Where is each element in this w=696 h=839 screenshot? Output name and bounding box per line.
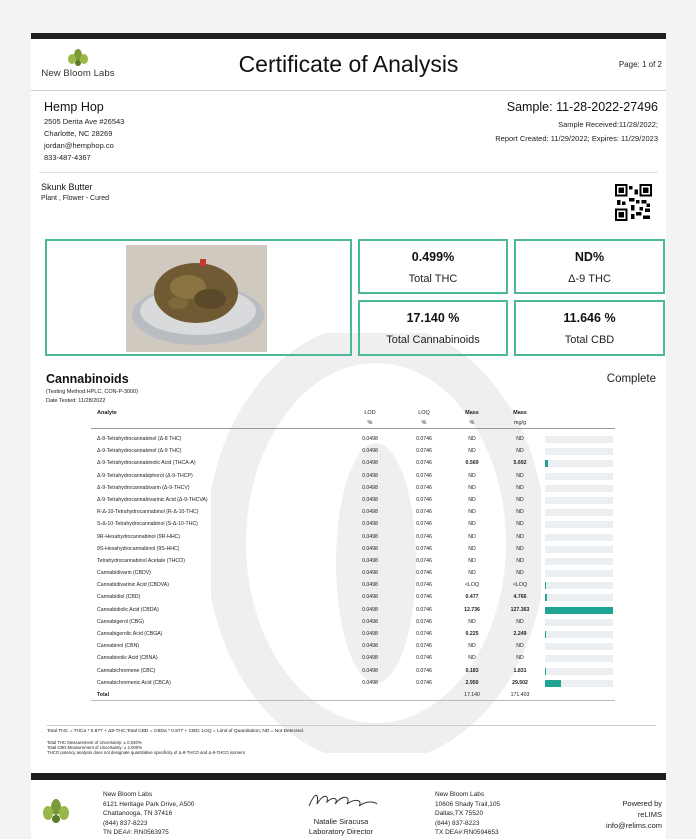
mass-mg-value: ND <box>516 557 524 564</box>
mass-pct-value: ND <box>468 570 476 577</box>
table-header <box>91 407 615 429</box>
loq-value: 0.0746 <box>416 655 432 662</box>
loq-value: 0.0746 <box>416 679 432 686</box>
mass-bar <box>545 668 546 675</box>
mass-bar-track <box>545 521 613 528</box>
mass-mg-value: 2.249 <box>513 631 527 637</box>
loq-value: 0.0746 <box>416 509 432 516</box>
powered-by-name: reLIMS <box>637 810 662 819</box>
mass-bar <box>545 594 547 601</box>
analyte-name: R-Δ-10-Tetrahydrocannabinol (R-Δ-10-THC) <box>97 509 199 516</box>
table-row <box>91 433 615 445</box>
mass-bar-track <box>545 607 613 614</box>
lod-value: 0.0498 <box>362 582 378 589</box>
lab2-phone: (844) 837-8223 <box>435 819 480 827</box>
mass-mg-value: 127.363 <box>510 606 530 613</box>
unit-loq: % <box>421 420 427 426</box>
mass-bar-track <box>545 655 613 662</box>
mass-mg-value: 1.831 <box>513 667 527 674</box>
total-cbd-card <box>514 300 665 356</box>
mass-mg-value: ND <box>516 643 524 650</box>
analyte-name: Cannabigerolic Acid (CBGA) <box>97 631 163 637</box>
analyte-name: Δ-9-Tetrahydrocannabivarinic Acid (Δ-9-THCVA) <box>97 496 208 503</box>
sample-received: Sample Received:11/28/2022; <box>558 120 658 129</box>
sample-photo <box>126 245 267 352</box>
mass-bar-track <box>545 570 613 577</box>
analyte-name: Cannabidivarinic Acid (CBDVA) <box>97 582 169 589</box>
table-row <box>91 543 615 555</box>
d9-thc-value: ND% <box>574 250 605 264</box>
total-label: Total <box>97 691 110 698</box>
analyte-name: Cannabidiol (CBD) <box>97 594 141 601</box>
unit-mass-mg: mg/g <box>513 420 527 426</box>
analyte-name: 9R-Hexahydrocannabinol (9R-HHC) <box>97 533 181 540</box>
date-tested: Date Tested: 11/28/2022 <box>46 398 106 404</box>
header-analyte: Analyte <box>97 410 117 416</box>
mass-mg-value: 4.766 <box>513 594 527 601</box>
loq-value: 0.0746 <box>416 448 432 455</box>
loq-value: 0.0746 <box>416 521 432 528</box>
lod-value: 0.0498 <box>362 533 378 540</box>
mass-bar-track <box>545 558 613 565</box>
mass-bar <box>545 680 561 687</box>
leaf-logo-icon <box>40 797 72 825</box>
analyte-name: Cannabigerol (CBG) <box>97 618 144 625</box>
lab2-name: New Bloom Labs <box>435 791 485 798</box>
client-address-1: 2505 Derita Ave #26543 <box>44 117 125 126</box>
mass-mg-value: ND <box>516 436 524 442</box>
lod-value: 0.0498 <box>362 484 378 491</box>
loq-value: 0.0746 <box>416 484 432 491</box>
mass-mg-value: 29.502 <box>512 679 528 686</box>
header-mass-mg: Mass <box>513 410 527 416</box>
table-row <box>91 652 615 664</box>
lod-value: 0.0498 <box>362 472 378 479</box>
analyte-name: Cannabichromenic Acid (CBCA) <box>97 679 171 686</box>
report-dates: Report Created: 11/29/2022; Expires: 11/29/2023 <box>495 134 658 143</box>
table-row <box>91 482 615 494</box>
report-header <box>31 39 666 91</box>
qr-code-icon[interactable] <box>615 184 652 221</box>
lod-value: 0.0498 <box>362 521 378 528</box>
mass-mg-value: ND <box>516 618 524 625</box>
document-title: Certificate of Analysis <box>238 51 459 77</box>
mass-bar-track <box>545 631 613 638</box>
lab1-city: Chattanooga, TN 37416 <box>103 810 173 817</box>
lod-value: 0.0498 <box>362 496 378 503</box>
loq-value: 0.0746 <box>416 496 432 503</box>
footnotes <box>39 723 658 763</box>
mass-mg-value: ND <box>516 509 524 516</box>
table-row <box>91 518 615 530</box>
mass-bar-track <box>545 460 613 467</box>
signer-title: Laboratory Director <box>308 827 374 836</box>
mass-mg-value: <LOQ <box>513 582 527 589</box>
analyte-name: Cannabichromene (CBC) <box>97 667 156 674</box>
mass-mg-value: ND <box>516 533 524 540</box>
table-row <box>91 591 615 603</box>
total-cbd-value: 11.646 % <box>563 311 616 325</box>
d9-thc-label: Δ-9 THC <box>568 273 611 285</box>
table-row <box>91 677 615 689</box>
analyte-name: Δ-9-Tetrahydrocannabinolic Acid (THCA-A) <box>97 460 196 467</box>
mass-pct-value: ND <box>468 496 476 503</box>
analyte-name: Δ-9-Tetrahydrocannabivarin (Δ-9-THCV) <box>97 484 190 491</box>
total-cbd-label: Total CBD <box>564 334 615 346</box>
loq-value: 0.0746 <box>416 460 432 467</box>
testing-method: (Testing Method:HPLC, CON-P-3000) <box>46 389 139 395</box>
signature <box>305 790 381 812</box>
table-row <box>91 457 615 469</box>
product-name: Skunk Butter <box>41 182 93 192</box>
footnote-cbd-uncertainty: Total CBD Measurement of Uncertainty: ± 2.000% <box>47 745 143 750</box>
lab1-phone: (844) 837-8223 <box>103 819 148 827</box>
mass-pct-value: 2.950 <box>465 679 479 686</box>
mass-bar-track <box>545 643 613 650</box>
analyte-name: 9S-Hexahydrocannabinol (9S-HHC) <box>97 545 180 552</box>
table-row <box>91 628 615 640</box>
loq-value: 0.0746 <box>416 582 432 589</box>
lod-value: 0.0498 <box>362 448 378 455</box>
mass-pct-value: ND <box>468 655 476 662</box>
analyte-name: Cannabidivarin (CBDV) <box>97 570 151 577</box>
footnote-thc-uncertainty: Total THC Measurement of Uncertainty: ± 0.040% <box>47 740 142 745</box>
mass-mg-value: ND <box>516 655 524 662</box>
table-body <box>91 429 615 689</box>
mass-pct-value: ND <box>468 448 476 455</box>
powered-by <box>606 798 662 831</box>
analyte-name: Tetrahydrocannabinol Acetate (THCO) <box>97 557 185 564</box>
header-mass-pct: Mass <box>465 410 479 416</box>
mass-bar-track <box>545 509 613 516</box>
loq-value: 0.0746 <box>416 594 432 601</box>
lod-value: 0.0498 <box>362 570 378 577</box>
total-cannabinoids-card <box>358 300 508 356</box>
table-total-row <box>91 689 615 701</box>
cannabinoids-title: Cannabinoids <box>46 372 129 386</box>
powered-by-email[interactable]: info@relims.com <box>606 821 662 830</box>
table-row <box>91 555 615 567</box>
lab1-name: New Bloom Labs <box>103 791 153 798</box>
mass-bar-track <box>545 436 613 443</box>
total-cannabinoids-label: Total Cannabinoids <box>386 334 480 346</box>
certificate-page <box>31 33 666 839</box>
bottom-rule <box>31 773 666 780</box>
loq-value: 0.0746 <box>416 533 432 540</box>
loq-value: 0.0746 <box>416 606 432 613</box>
table-row <box>91 604 615 616</box>
table-row <box>91 665 615 677</box>
mass-bar-track <box>545 534 613 541</box>
lab-name: New Bloom Labs <box>41 68 115 79</box>
lab-address-tn <box>103 790 194 838</box>
mass-pct-value: 0.225 <box>465 631 479 637</box>
mass-mg-value: ND <box>516 496 524 503</box>
header-loq: LOQ <box>418 410 430 416</box>
lod-value: 0.0498 <box>362 667 378 674</box>
cannabinoids-table <box>91 407 615 701</box>
mass-pct-value: ND <box>468 472 476 479</box>
loq-value: 0.0746 <box>416 472 432 479</box>
mass-mg-value: ND <box>516 448 524 455</box>
mass-pct-value: 0.477 <box>465 594 479 601</box>
mass-bar-track <box>545 497 613 504</box>
table-row <box>91 579 615 591</box>
total-thc-value: 0.499% <box>411 250 455 264</box>
powered-by-label: Powered by <box>622 799 662 808</box>
loq-value: 0.0746 <box>416 557 432 564</box>
lab-address-tx <box>435 790 500 838</box>
lod-value: 0.0498 <box>362 557 378 564</box>
client-name: Hemp Hop <box>44 100 104 114</box>
cannabinoids-header <box>39 369 658 409</box>
mass-bar <box>545 631 546 638</box>
mass-bar-track <box>545 680 613 687</box>
loq-value: 0.0746 <box>416 618 432 625</box>
unit-mass-pct: % <box>469 420 475 426</box>
signer-name: Natalie Siracusa <box>313 817 369 826</box>
loq-value: 0.0746 <box>416 631 432 637</box>
loq-value: 0.0746 <box>416 643 432 650</box>
lod-value: 0.0498 <box>362 618 378 625</box>
analyte-name: Cannabinol (CBN) <box>97 643 140 650</box>
mass-bar-track <box>545 594 613 601</box>
loq-value: 0.0746 <box>416 436 432 442</box>
client-email[interactable]: jordan@hemphop.co <box>44 141 114 150</box>
analyte-name: Δ-9-Tetrahydrocannabiphorol (Δ-9-THCP) <box>97 472 193 479</box>
lod-value: 0.0498 <box>362 509 378 516</box>
page-number: Page: 1 of 2 <box>618 60 662 69</box>
mass-bar <box>545 460 548 467</box>
mass-mg-value: 5.692 <box>513 460 527 467</box>
mass-pct-value: 12.736 <box>464 606 480 613</box>
mass-pct-value: ND <box>468 521 476 528</box>
lab2-dea: TX DEA#:RN0594653 <box>435 829 499 836</box>
lod-value: 0.0498 <box>362 655 378 662</box>
mass-pct-value: 0.569 <box>465 460 479 467</box>
analyte-name: Δ-9-Tetrahydrocannabinol (Δ-9 THC) <box>97 448 182 455</box>
product-type: Plant , Flower - Cured <box>41 195 110 202</box>
loq-value: 0.0746 <box>416 545 432 552</box>
total-thc-label: Total THC <box>408 273 458 285</box>
lod-value: 0.0498 <box>362 643 378 650</box>
mass-bar <box>545 607 613 614</box>
footnote-definitions: Total THC = THCa * 0.877 + Δ9-THC;Total CBD = CBDa * 0.877 + CBD; LOQ = Limit of Quantitation; ND = Not Detected. <box>47 725 656 734</box>
mass-bar-track <box>545 546 613 553</box>
mass-pct-value: ND <box>468 643 476 650</box>
mass-bar-track <box>545 619 613 626</box>
analyte-name: Cannabinolic Acid (CBNA) <box>97 655 158 662</box>
table-row <box>91 531 615 543</box>
lod-value: 0.0498 <box>362 606 378 613</box>
mass-bar-track <box>545 668 613 675</box>
total-mg: 171.403 <box>510 691 530 698</box>
mass-bar-track <box>545 582 613 589</box>
analyte-name: Δ-8-Tetrahydrocannabinol (Δ-8 THC) <box>97 436 182 442</box>
total-pct: 17.140 <box>464 691 480 698</box>
mass-mg-value: ND <box>516 521 524 528</box>
lod-value: 0.0498 <box>362 631 378 637</box>
report-footer <box>31 780 666 839</box>
table-row <box>91 470 615 482</box>
total-thc-card <box>358 239 508 294</box>
table-row <box>91 640 615 652</box>
table-row <box>91 506 615 518</box>
table-row <box>91 616 615 628</box>
mass-pct-value: ND <box>468 509 476 516</box>
loq-value: 0.0746 <box>416 570 432 577</box>
lod-value: 0.0498 <box>362 545 378 552</box>
analyte-name: Cannabidiolic Acid (CBDA) <box>97 606 159 613</box>
lod-value: 0.0498 <box>362 679 378 686</box>
lod-value: 0.0498 <box>362 594 378 601</box>
table-row <box>91 567 615 579</box>
mass-pct-value: <LOQ <box>465 582 479 589</box>
lab1-dea: TN DEA#: RN0563975 <box>103 829 169 836</box>
footnote-thco: THCO potency analysis does not designate quantitative specificity of Δ-8-THCO and Δ-9-THCO isomers <box>47 750 245 755</box>
client-phone: 833-487-4367 <box>44 153 91 162</box>
table-row <box>91 494 615 506</box>
mass-mg-value: ND <box>516 484 524 491</box>
client-address-2: Charlotte, NC 28269 <box>44 129 113 138</box>
mass-pct-value: ND <box>468 484 476 491</box>
unit-lod: % <box>367 420 373 426</box>
lod-value: 0.0498 <box>362 436 378 442</box>
lab2-city: Dallas,TX 75520 <box>435 810 484 817</box>
table-row <box>91 445 615 457</box>
analyte-name: S-Δ-10-Tetrahydrocannabinol (S-Δ-10-THC) <box>97 521 198 528</box>
mass-bar-track <box>545 448 613 455</box>
sample-id: Sample: 11-28-2022-27496 <box>506 100 658 114</box>
lab2-street: 10606 Shady Trail,105 <box>435 800 501 808</box>
mass-pct-value: ND <box>468 545 476 552</box>
loq-value: 0.0746 <box>416 667 432 674</box>
mass-pct-value: ND <box>468 533 476 540</box>
mass-bar <box>545 582 546 589</box>
lod-value: 0.0498 <box>362 460 378 467</box>
sample-photo-frame <box>45 239 352 356</box>
mass-mg-value: ND <box>516 570 524 577</box>
mass-mg-value: ND <box>516 472 524 479</box>
mass-pct-value: ND <box>468 557 476 564</box>
cannabinoids-status: Complete <box>606 373 656 385</box>
header-lod: LOD <box>364 410 376 416</box>
mass-pct-value: 0.183 <box>465 667 479 674</box>
mass-pct-value: ND <box>468 436 476 442</box>
total-cannabinoids-value: 17.140 % <box>406 311 460 325</box>
mass-bar-track <box>545 473 613 480</box>
lab1-street: 6121 Heritage Park Drive, A500 <box>103 800 195 808</box>
mass-mg-value: ND <box>516 545 524 552</box>
client-info <box>39 99 658 173</box>
d9-thc-card <box>514 239 665 294</box>
mass-bar-track <box>545 485 613 492</box>
mass-pct-value: ND <box>468 618 476 625</box>
